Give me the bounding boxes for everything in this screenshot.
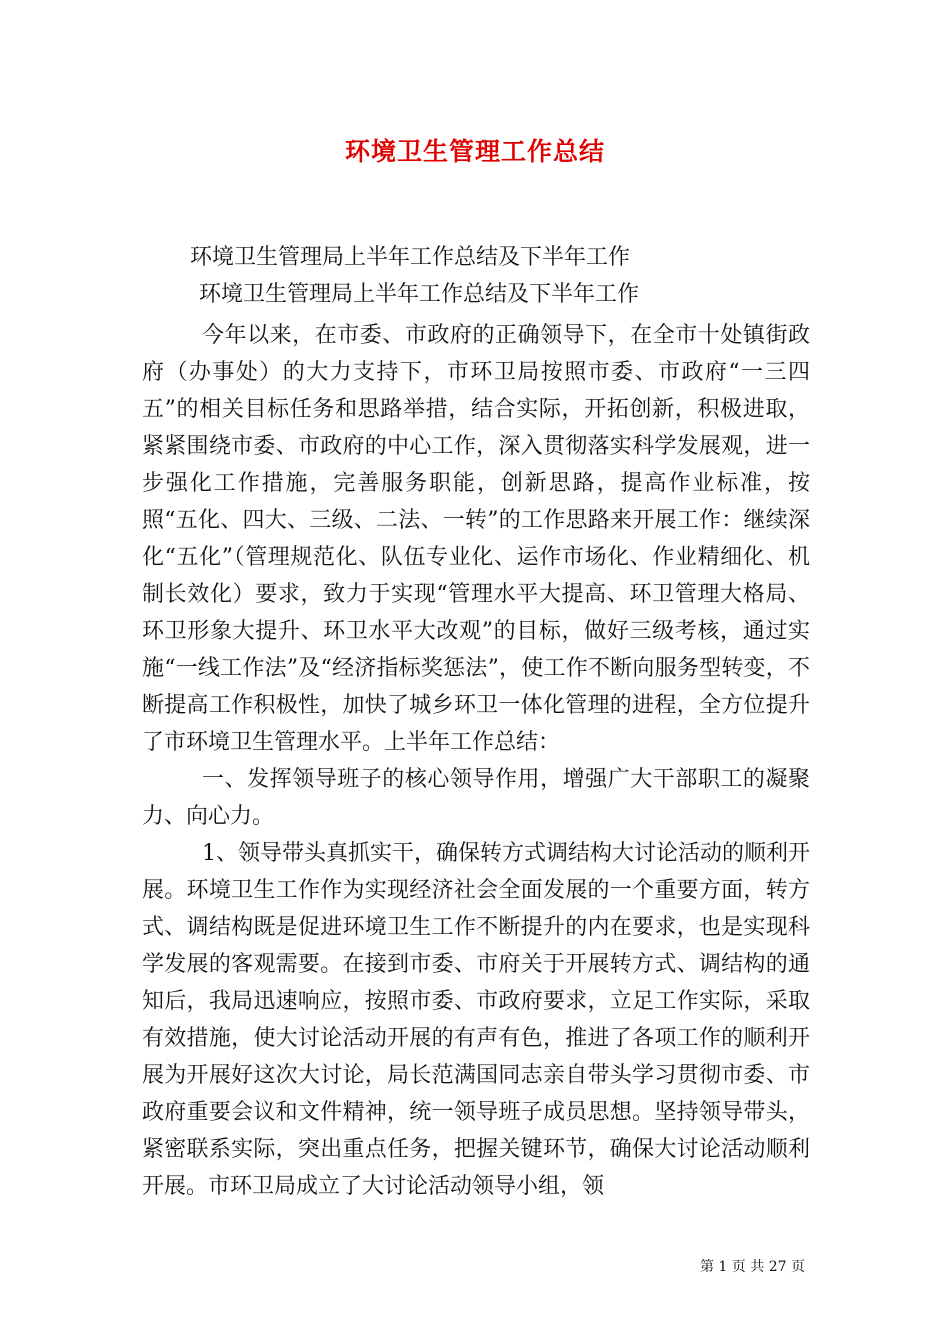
- body-paragraph-intro: 今年以来，在市委、市政府的正确领导下，在全市十处镇街政府（办事处）的大力支持下，市环卫局按照市委、市政府“一三四五”的相关目标任务和思路举措，结合实际，开拓创新，积极进取，紧紧围绕市委、市政府的中心工作，深入贯彻落实科学发展观，进一步强化工作措施，完善服务职能，创新思路，提高作业标准，按照“五化、四大、三级、二法、一转”的工作思路来开展工作：继续深化“五化”（管理规范化、队伍专业化、运作市场化、作业精细化、机制长效化）要求，致力于实现“管理水平大提高、环卫管理大格局、环卫形象大提升、环卫水平大改观”的目标，做好三级考核，通过实施“一线工作法”及“经济指标奖惩法”，使工作不断向服务型转变，不断提高工作积极性，加快了城乡环卫一体化管理的进程，全方位提升了市环境卫生管理水平。上半年工作总结：: [142, 323, 810, 755]
- document-body: [142, 317, 810, 1205]
- subtitle-line-2: 环境卫生管理局上半年工作总结及下半年工作: [199, 282, 640, 307]
- document-title: 环境卫生管理工作总结: [344, 137, 605, 166]
- body-paragraph-section-1: 一、发挥领导班子的核心领导作用，增强广大干部职工的凝聚力、向心力。: [142, 767, 810, 829]
- page-footer: 第 1 页 共 27 页: [700, 1259, 805, 1275]
- body-paragraph-item-1: 1、领导带头真抓实干，确保转方式调结构大讨论活动的顺利开展。环境卫生工作作为实现经济社会全面发展的一个重要方面，转方式、调结构既是促进环境卫生工作不断提升的内在要求，也是实现科学发展的客观需要。在接到市委、市府关于开展转方式、调结构的通知后，我局迅速响应，按照市委、市政府要求，立足工作实际，采取有效措施，使大讨论活动开展的有声有色，推进了各项工作的顺利开展为开展好这次大讨论，局长范满国同志亲自带头学习贯彻市委、市政府重要会议和文件精神，统一领导班子成员思想。坚持领导带头，紧密联系实际，突出重点任务，把握关键环节，确保大讨论活动顺利开展。市环卫局成立了大讨论活动领导小组，领: [142, 841, 810, 1199]
- subtitle-line-1: 环境卫生管理局上半年工作总结及下半年工作: [190, 245, 631, 270]
